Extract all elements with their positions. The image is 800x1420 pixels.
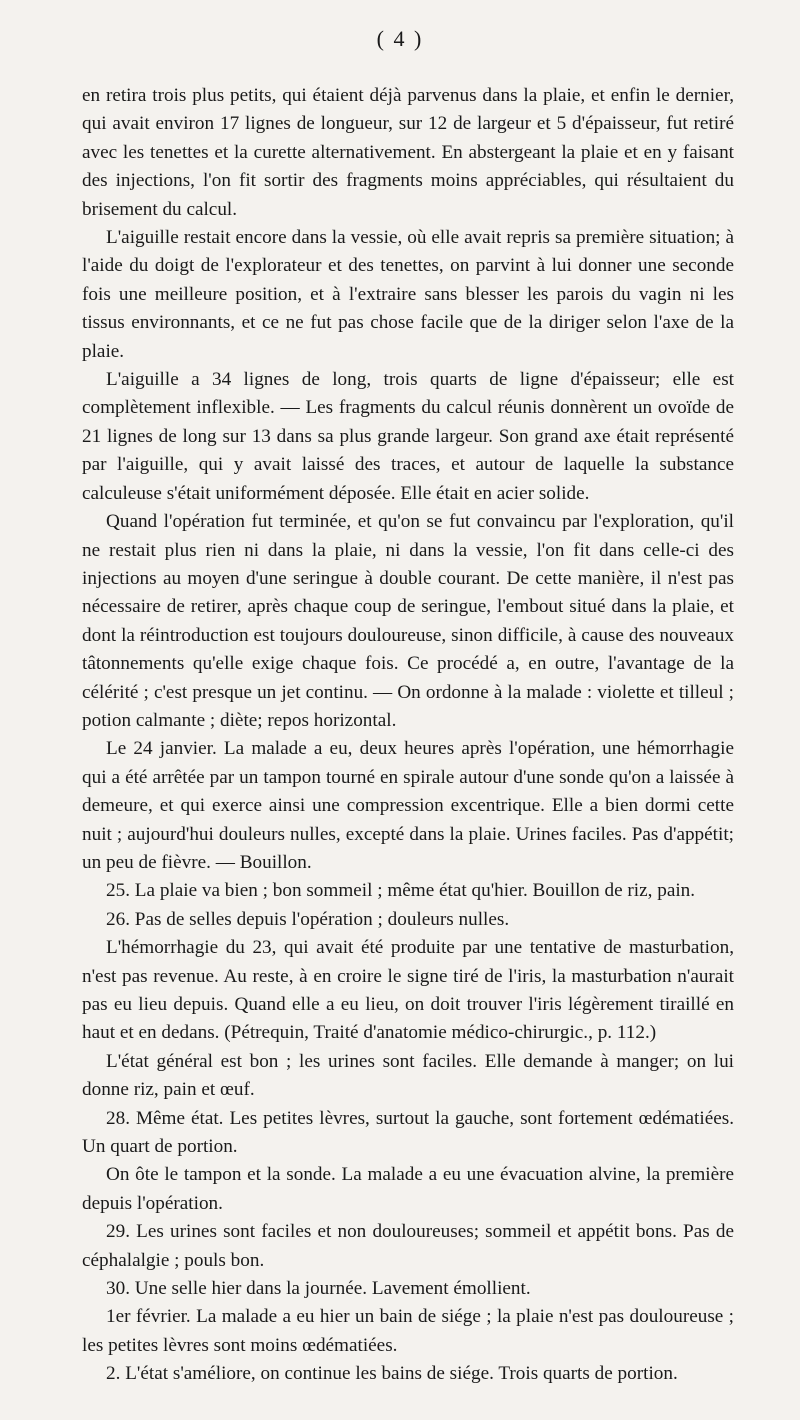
paragraph-needle-description: L'aiguille a 34 lignes de long, trois quarts de ligne d'épaisseur; elle est complètement inflexible. — Les fragments du calcul réunis donnèrent un ovoïde de 21 lignes de long sur 13 dans sa plus grande largeur. Son grand axe était représenté par l'aiguille, qui y avait laissé des traces, et autour de laquelle la substance calculeuse s'était uniformément déposée. Elle était en acier solide. xyxy=(82,369,734,504)
paragraph-day-30: 30. Une selle hier dans la journée. Lavement émollient. xyxy=(106,1278,531,1300)
paragraph-needle-position: L'aiguille restait encore dans la vessie, où elle avait repris sa première situation; à l'aide du doigt de l'explorateur et des tenettes, on parvint à lui donner une seconde fois une meilleure position, et à l'extraire sans blesser les parois du vagin ni les tissus environnants, et ce ne fut pas chose facile que de la diriger selon l'axe de la plaie. xyxy=(82,227,734,362)
page-number: ( 4 ) xyxy=(376,26,424,51)
paragraph-continuation: en retira trois plus petits, qui étaient déjà parvenus dans la plaie, et enfin le dernier, qui avait environ 17 lignes de longueur, sur 12 de largeur et 5 d'épaisseur, fut retiré avec les tenettes et la curette alternativement. En abstergeant la plaie et en y faisant des injections, l'on fit sortir des fragments moins appréciables, qui résultaient du brisement du calcul. xyxy=(82,85,734,220)
paragraph-tampon-removed: On ôte le tampon et la sonde. La malade a eu une évacuation alvine, la première depuis l'opération. xyxy=(82,1164,734,1214)
paragraph-february-1: 1er février. La malade a eu hier un bain de siége ; la plaie n'est pas douloureuse ; les petites lèvres sont moins œdématiées. xyxy=(82,1306,734,1356)
paragraph-day-29: 29. Les urines sont faciles et non douloureuses; sommeil et appétit bons. Pas de céphalalgie ; pouls bon. xyxy=(82,1221,734,1271)
body-text xyxy=(82,82,734,1389)
paragraph-day-25: 25. La plaie va bien ; bon sommeil ; même état qu'hier. Bouillon de riz, pain. xyxy=(106,880,696,902)
paragraph-february-2: 2. L'état s'améliore, on continue les bains de siége. Trois quarts de portion. xyxy=(106,1363,678,1385)
paragraph-hemorrhage: L'hémorrhagie du 23, qui avait été produite par une tentative de masturbation, n'est pas revenue. Au reste, à en croire le signe tiré de l'iris, la masturbation n'aurait pas eu lieu depuis. Quand elle a eu lieu, on doit trouver l'iris légèrement tiraillé en haut et en dedans. (Pétrequin, Traité d'anatomie médico-chirurgic., p. 112.) xyxy=(82,937,734,1044)
paragraph-january-24: Le 24 janvier. La malade a eu, deux heures après l'opération, une hémorrhagie qui a été arrêtée par un tampon tourné en spirale autour d'une sonde qu'on a laissée à demeure, et qui exerce ainsi une compression excentrique. Elle a bien dormi cette nuit ; aujourd'hui douleurs nulles, excepté dans la plaie. Urines faciles. Pas d'appétit; un peu de fièvre. — Bouillon. xyxy=(82,738,734,873)
paragraph-general-state: L'état général est bon ; les urines sont faciles. Elle demande à manger; on lui donne riz, pain et œuf. xyxy=(82,1050,734,1101)
paragraph-day-28: 28. Même état. Les petites lèvres, surtout la gauche, sont fortement œdématiées. Un quart de portion. xyxy=(82,1107,734,1158)
paragraph-operation-end: Quand l'opération fut terminée, et qu'on se fut convaincu par l'exploration, qu'il ne restait plus rien ni dans la plaie, ni dans la vessie, l'on fit dans celle-ci des injections au moyen d'une seringue à double courant. De cette manière, il n'est pas nécessaire de retirer, après chaque coup de seringue, l'embout situé dans la plaie, et dont la réintroduction est toujours douloureuse, sinon difficile, à cause des nouveaux tâtonnements qu'elle exige chaque fois. Ce procédé a, en outre, l'avantage de la célérité ; c'est presque un jet continu. — On ordonne à la malade : violette et tilleul ; potion calmante ; diète; repos horizontal. xyxy=(82,511,734,731)
paragraph-day-26: 26. Pas de selles depuis l'opération ; douleurs nulles. xyxy=(106,908,510,930)
